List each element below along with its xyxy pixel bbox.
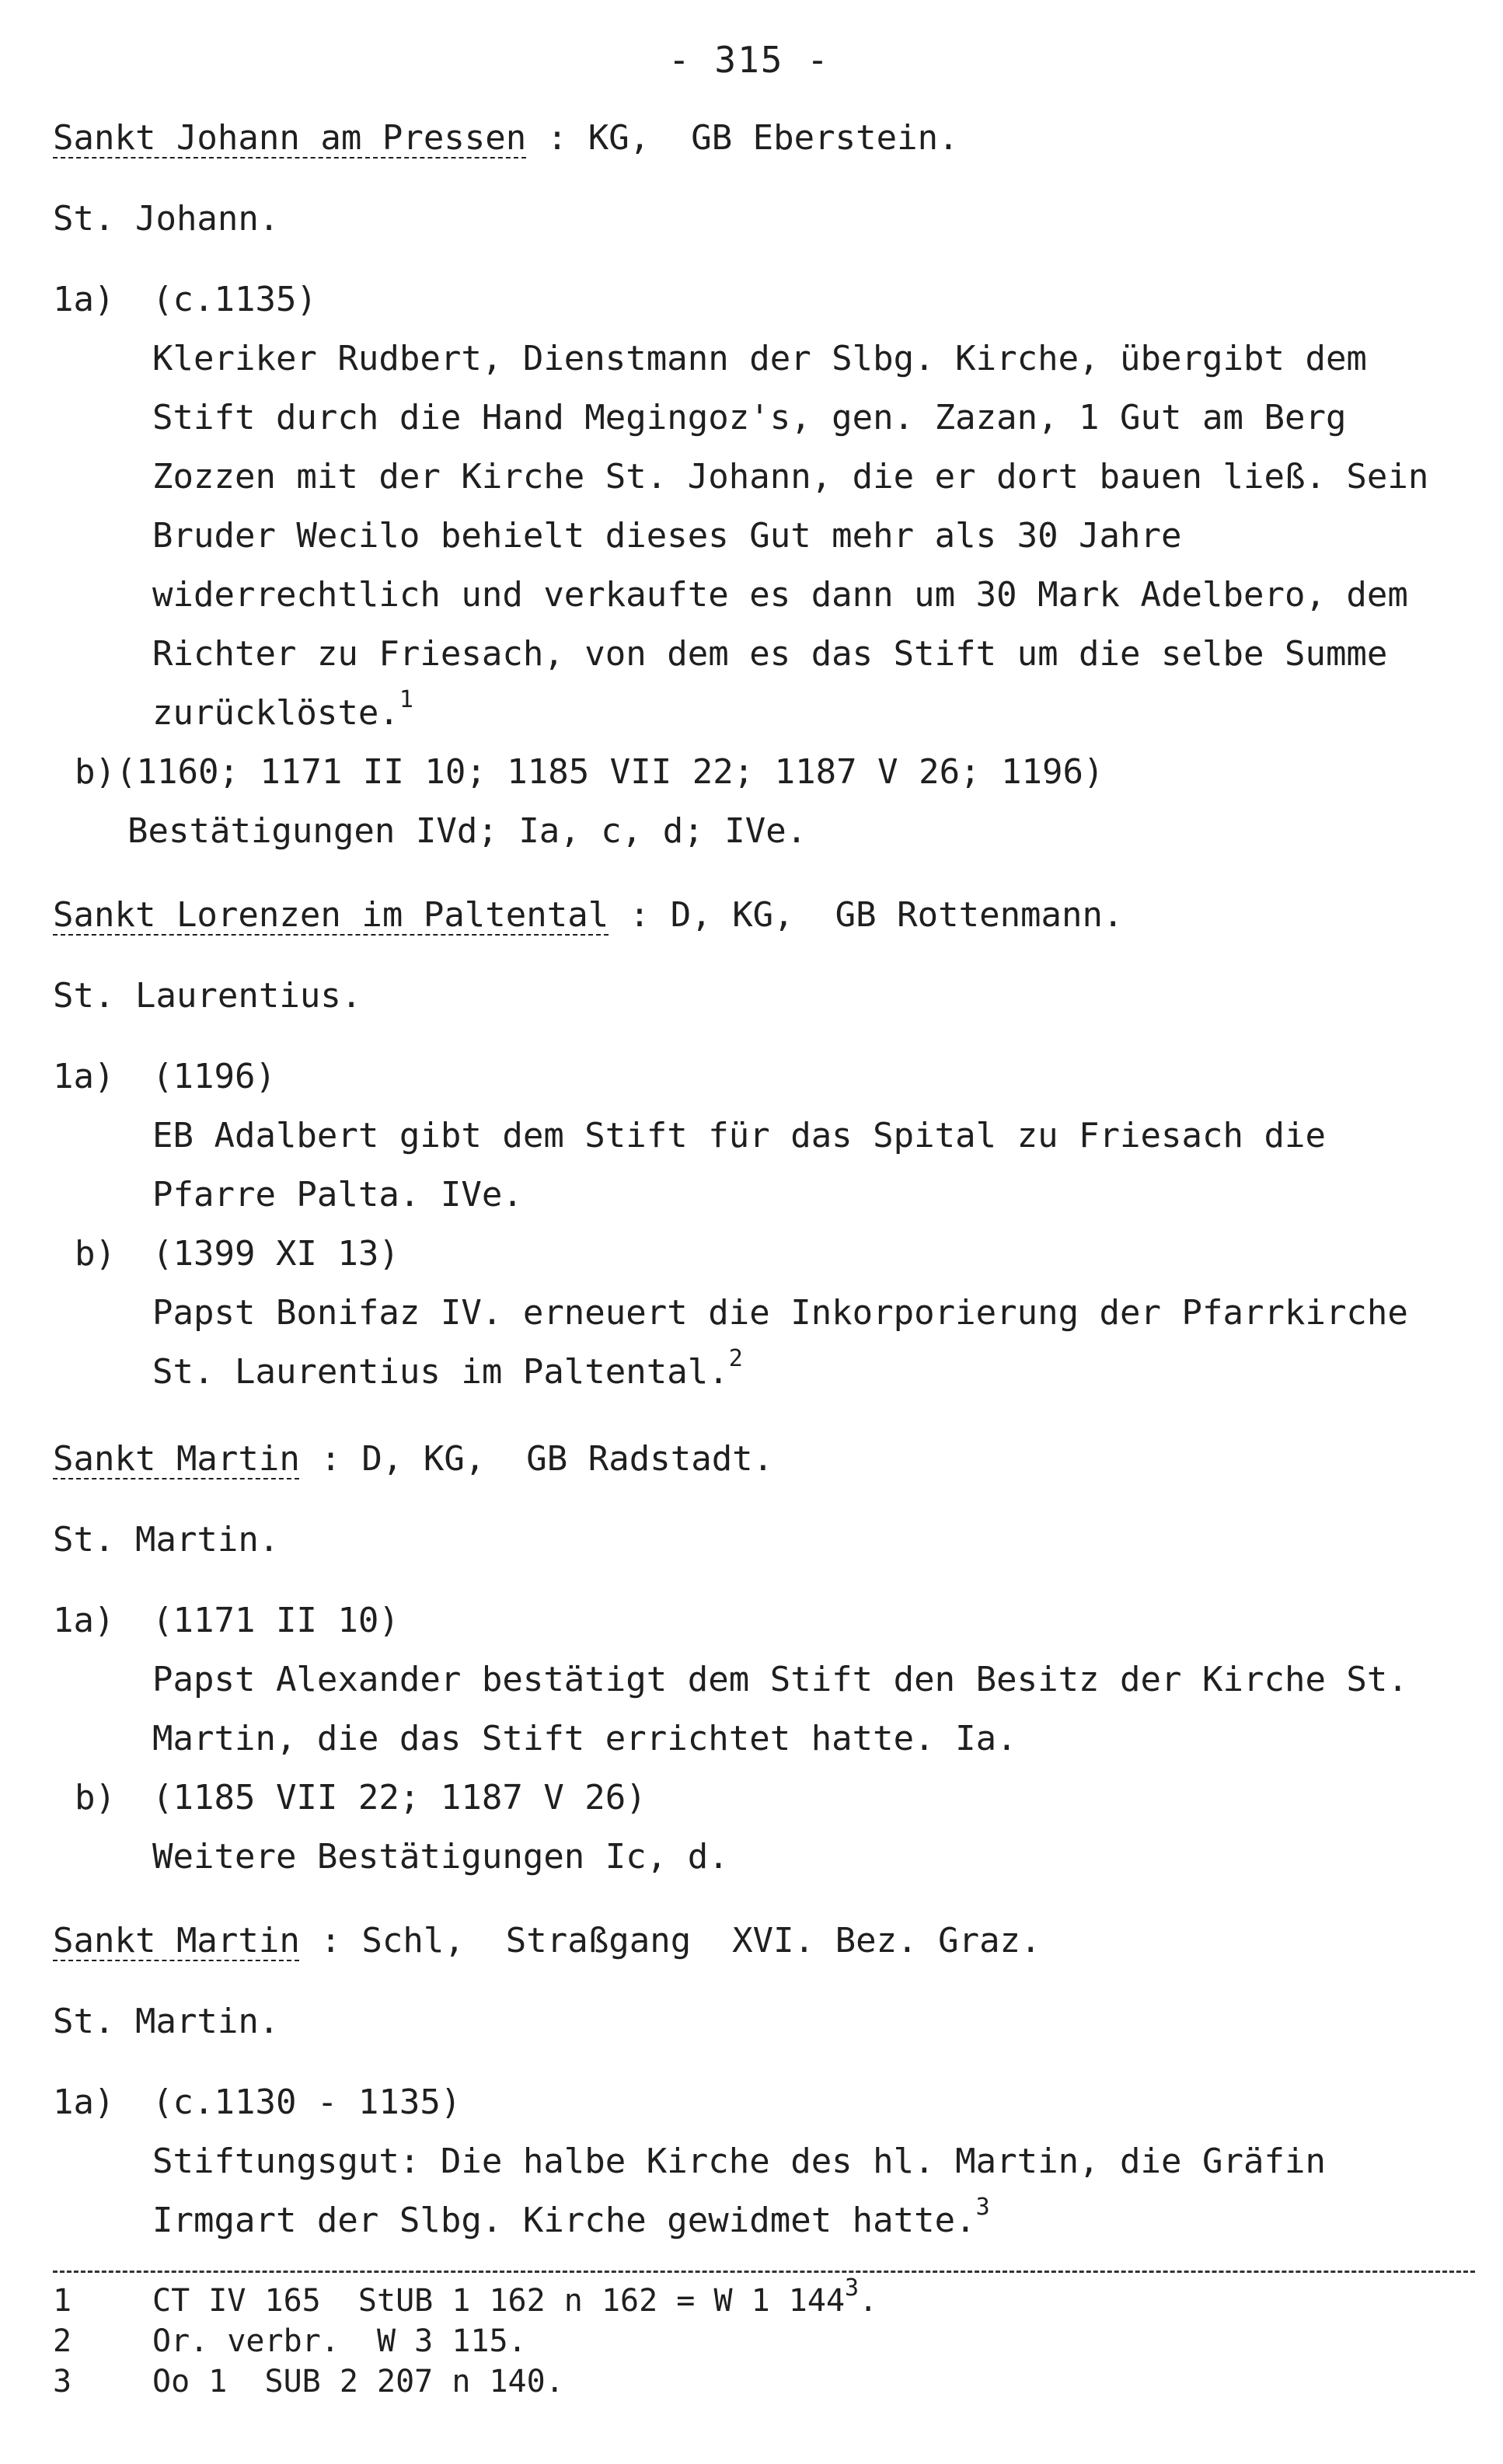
entry-heading [53,1430,1467,1489]
record-date: (1196) [152,1057,276,1096]
footnote-divider [53,2271,1475,2273]
footnote-3 [53,2361,1452,2402]
record-date: (1171 II 10) [152,1601,399,1640]
record-text-body: Stiftungsgut: Die halbe Kirche des hl. Martin, die Gräfin Irmgart der Slbg. Kirche gewidmet hatte. [152,2142,1326,2240]
footnote-2 [53,2321,1452,2361]
record-label: 1a) [53,1601,115,1640]
footnote-superscript: 3 [845,2274,860,2302]
footnotes [53,2274,1452,2402]
record-text [53,2132,1467,2250]
entry-heading [53,1912,1467,1971]
footnote-marker: 1 [399,686,413,714]
entry-heading [53,109,1467,168]
record-label: 1a) [53,2082,115,2122]
footnote-text: Oo 1 SUB 2 207 n 140. [152,2364,564,2400]
record-b [53,743,1467,861]
footnote-text: CT IV 165 StUB 1 162 n 162 = W 1 144 [152,2283,846,2319]
place-details: : D, KG, GB Rottenmann. [609,895,1124,935]
place-name: Sankt Martin [53,1439,300,1479]
place-details: : D, KG, GB Radstadt. [299,1439,774,1479]
record-text: Bestätigungen IVd; Ia, c, d; IVe. [127,811,807,851]
place-name: Sankt Lorenzen im Paltental [53,895,609,935]
place-name: Sankt Martin [53,1921,300,1960]
entry-sankt-lorenzen [53,886,1467,1402]
record-label: b) [75,1778,116,1818]
footnote-text: Or. verbr. W 3 115. [152,2323,527,2359]
record-label: 1a) [53,280,115,319]
record-text [53,329,1467,743]
footnote-number: 1 [53,2283,72,2319]
footnote-number: 2 [53,2323,72,2359]
record-date: (c.1130 - 1135) [152,2082,462,2122]
place-details: : Schl, Straßgang XVI. Bez. Graz. [299,1921,1041,1960]
record-text [53,1284,1467,1402]
footnote-marker: 2 [728,1345,743,1373]
record-label: 1a) [53,1057,115,1096]
entry-sankt-martin-graz [53,1912,1467,2250]
footnote-marker: 3 [975,2194,990,2222]
record-a [53,1591,1467,1769]
entry-sankt-johann [53,109,1467,861]
record-date: (1399 XI 13) [152,1234,399,1274]
entry-heading [53,886,1467,945]
patron-saint: St. Martin. [53,2002,280,2041]
record-label: b) [75,1234,116,1274]
patron-saint: St. Martin. [53,1520,280,1560]
footnote-1 [53,2274,1452,2321]
record-date: (c.1135) [152,280,317,319]
record-label: b) [75,752,116,792]
patron-saint: St. Laurentius. [53,976,362,1016]
record-text: Weitere Bestätigungen Ic, d. [152,1837,729,1877]
record-text-body: Papst Bonifaz IV. erneuert die Inkorporierung der Pfarrkirche St. Laurentius im Paltental. [152,1293,1408,1392]
record-text-body: Kleriker Rudbert, Dienstmann der Slbg. Kirche, übergibt dem Stift durch die Hand Megingoz's, gen. Zazan, 1 Gut am Berg Zozzen mit der Kirche St. Johann, die er dort bauen ließ. Sein Bruder Wecilo behielt dieses Gut mehr als 30 Jahre widerrechtlich und verkaufte es dann um 30 Mark Adelbero, dem Richter zu Friesach, von dem es das Stift um die selbe Summe zurücklöste. [152,339,1429,733]
entry-sankt-martin-radstadt [53,1430,1467,1887]
footnote-end: . [859,2283,878,2319]
record-a [53,2073,1467,2250]
place-details: : KG, GB Eberstein. [526,118,959,158]
record-a [53,270,1467,743]
place-name: Sankt Johann am Pressen [53,118,527,158]
record-text: EB Adalbert gibt dem Stift für das Spital zu Friesach die Pfarre Palta. IVe. [152,1116,1326,1215]
record-date: (1160; 1171 II 10; 1185 VII 22; 1187 V 26; 1196) [115,752,1104,792]
footnote-number: 3 [53,2364,72,2400]
record-text: Papst Alexander bestätigt dem Stift den Besitz der Kirche St. Martin, die das Stift errichtet hatte. Ia. [152,1660,1408,1758]
record-date: (1185 VII 22; 1187 V 26) [152,1778,647,1818]
patron-saint: St. Johann. [53,199,280,239]
record-b [53,1769,1467,1887]
page-number: - 315 - [668,39,830,81]
record-b [53,1225,1467,1402]
record-a [53,1047,1467,1225]
